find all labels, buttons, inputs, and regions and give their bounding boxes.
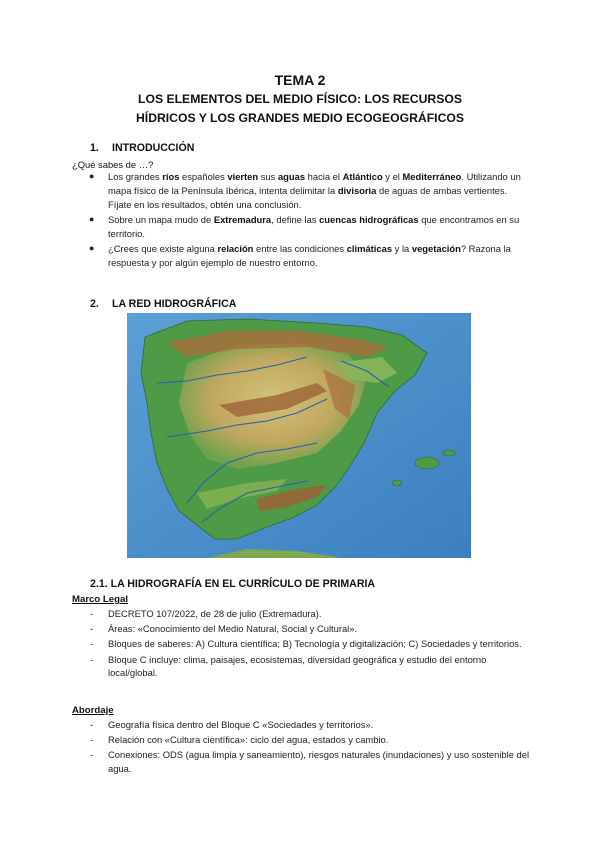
abordaje-list-item [82,733,530,747]
bold-term: Atlántico [342,171,383,182]
bold-term: vierten [227,171,259,182]
text-run: . Utilizando un mapa físico de la Península Ibérica, intenta delimitar la [108,171,521,196]
document-subtitle-line-1: LOS ELEMENTOS DEL MEDIO FÍSICO: LOS RECURSOS [138,92,462,106]
intro-bullet-item [82,242,530,270]
dash-mark: - [90,653,94,665]
bold-term: ríos [162,171,180,182]
marco-item-text: DECRETO 107/2022, de 28 de julio (Extremadura). [108,608,322,619]
dash-mark: - [90,608,94,619]
bold-term: Mediterráneo [402,171,462,182]
document-title: TEMA 2 [274,72,326,88]
text-run: que encontramos en su territorio. [108,213,520,239]
island-menorca [443,450,455,456]
dash-mark: - [90,734,94,746]
text-run: Los grandes [108,171,163,182]
marco-item-text: Bloques de saberes: A) Cultura científica; B) Tecnología y digitalización; C) Sociedades y territorios. [108,638,522,650]
bold-term: cuencas hidrográficas [319,213,419,225]
marco-list-item [82,622,530,636]
dash-mark: - [90,749,94,761]
island-ibiza [392,480,402,486]
text-run: , define las [271,213,320,225]
text-run: españoles [179,171,228,182]
marco-legal-list [82,607,530,682]
section-1-number: 1. [90,142,99,154]
title-block [0,70,600,128]
abordaje-list-item [82,718,530,732]
bold-term: relación [217,243,254,255]
abordaje-item-text: Relación con «Cultura científica»: ciclo del agua, estados y cambio. [108,734,389,746]
bullet-dot: ● [89,213,95,224]
section-1-title: INTRODUCCIÓN [112,142,195,154]
bold-term: vegetación [411,243,461,255]
section-2-number: 2. [90,298,99,310]
dash-mark: - [90,638,94,650]
text-run: de aguas de ambas vertientes. Fíjate en los resultados, obtén una conclusión. [108,184,508,210]
marco-item-text: Áreas: «Conocimiento del Medio Natural, Social y Cultural». [108,623,358,635]
text-run: ? Razona la respuesta y por algún ejemplo de nuestro entorno. [108,243,511,268]
map-icon [127,313,471,558]
iberian-relief-map [127,313,471,558]
text-run: sus [258,171,278,182]
bullet-dot: ● [89,243,95,254]
intro-question: ¿Qué sabes de …? [72,159,154,170]
abordaje-item-text: Conexiones: ODS (agua limpia y saneamiento), riesgos naturales (inundaciones) y uso sostenible del agua. [108,749,530,775]
intro-bullet-item [82,213,530,241]
document-subtitle-line-2: HÍDRICOS Y LOS GRANDES MEDIO ECOGEOGRÁFICOS [136,111,464,125]
text-run: ¿Crees que existe alguna [108,243,218,255]
abordaje-label: Abordaje [72,705,114,716]
bold-term: climáticas [346,243,393,255]
marco-list-item [82,607,530,621]
bullet-dot: ● [89,171,95,181]
text-run: y la [392,243,412,255]
intro-bullet-item [82,170,530,211]
marco-item-text: Bloque C incluye: clima, paisajes, ecosistemas, diversidad geográfica y estudio del entorno local/global. [108,653,487,679]
bold-term: aguas [277,171,306,182]
section-1-heading [90,141,194,155]
intro-bullet-list [82,170,530,271]
abordaje-list-item [82,748,530,776]
abordaje-item-text: Geografía física dentro del Bloque C «Sociedades y territorios». [108,719,374,730]
bold-term: divisoria [337,184,377,196]
dash-mark: - [90,719,94,730]
text-run: Sobre un mapa mudo de [108,213,214,225]
abordaje-list [82,718,530,777]
text-run: entre las condiciones [253,243,347,255]
marco-list-item [82,653,530,681]
text-run: y el [382,171,403,182]
section-2-title: LA RED HIDROGRÁFICA [112,298,237,310]
bold-term: Extremadura [213,213,272,225]
marco-legal-label: Marco Legal [72,594,128,605]
dash-mark: - [90,623,94,635]
section-2-1-heading: 2.1. LA HIDROGRAFÍA EN EL CURRÍCULO DE PRIMARIA [90,578,376,590]
island-mallorca [415,457,439,469]
marco-list-item [82,637,530,651]
text-run: hacia el [305,171,343,182]
section-2-heading [90,297,236,311]
